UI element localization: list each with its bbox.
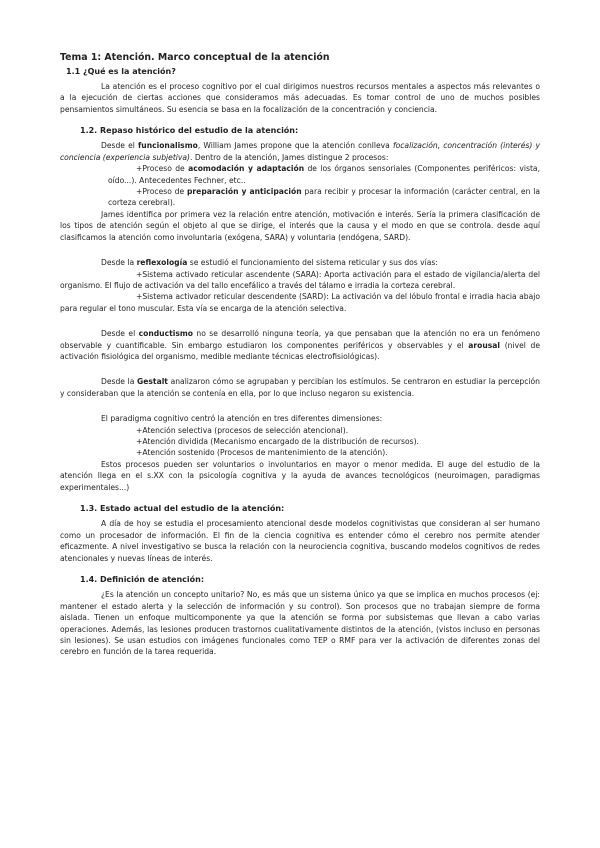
bullet-selectiva: +Atención selectiva (procesos de selección atencional). [136, 425, 349, 435]
section-1-4-heading: 1.4. Definición de atención: [80, 575, 205, 585]
bold-term: arousal [468, 340, 501, 350]
bold-term: conductismo [138, 329, 193, 339]
bullet-dividida: +Atención dividida (Mecanismo encargado de la distribución de recursos). [136, 436, 419, 446]
section-1-3-paragraph: A día de hoy se estudia el procesamiento atencional desde modelos cognitivistas que consideran al ser humano como un procesador de información. El fin de la ciencia cognitiva es entender cómo el cerebro nos permite atender eficazmente. A nivel investigativo se busca la relación con la neurociencia cognitiva, buscando modelos cognitivos de redes atencionales y nuevas líneas de interés. [60, 519, 540, 563]
text-run: Desde el [101, 141, 138, 151]
text-run: Desde la [101, 377, 138, 387]
section-1-4-paragraph: ¿Es la atención un concepto unitario? No, es más que un sistema único ya que se implica en muchos procesos (ej: mantener el estado alerta y la selección de información y su control). Son procesos que no trabajan siempre de forma aislada. Tienen un enfoque multicomponente ya que la atención se forma por subsistemas que llevan a cabo varias operaciones. Además, las lesiones producen trastornos cualitativamente distintos de la atención, (vistos incluso en personas sin lesiones). Se usan estudios con imágenes funcionales como TEP o RMF para ver la activación de diferentes zonas del cerebro en función de la tarea requerida. [60, 590, 540, 657]
bold-term: Gestalt [137, 377, 168, 387]
cognitivo-paragraph: El paradigma cognitivo centró la atención en tres diferentes dimensiones: [101, 414, 383, 424]
document-title: Tema 1: Atención. Marco conceptual de la atención [60, 52, 330, 63]
section-1-1-heading: 1.1 ¿Qué es la atención? [66, 67, 176, 77]
bullet-sard: +Sistema activador reticular descendente (SARD): La activación va del lóbulo frontal e irradia hacia abajo para regular el tono muscular. Esta vía se encarga de la atención selectiva. [60, 292, 540, 313]
section-1-1-paragraph: La atención es el proceso cognitivo por el cual dirigimos nuestros recursos mentales a aspectos más relevantes o a la ejecución de ciertas acciones que consideramos más adecuadas. Es tomar control de uno de muchos posibles pensamientos simultáneos. Su esencia se basa en la focalización de la concentración y conciencia. [60, 81, 540, 114]
text-run: Desde la [101, 258, 137, 268]
document-page [60, 52, 540, 658]
james-paragraph: James identifica por primera vez la relación entre atención, motivación e interés. Sería la primera clasificación de los tipos de atención según el objeto al que se dirige, el interés que la causa y el modo en que se controla. desde aquí clasificamos la atención como involuntaria (exógena, SARA) y voluntaria (endógena, SARD). [60, 209, 540, 242]
bold-term: reflexología [136, 258, 188, 268]
text-run: analizaron cómo se agrupaban y percibían los estímulos. Se centraron en estudiar la percepción y consideraban que la atención se contenía en ella, por lo que incluso negaron su existencia. [60, 377, 540, 398]
text-run: de los órganos sensoriales (Componentes periféricos: vista, oído...). Antecedentes Fechner, etc.. [108, 164, 540, 185]
estos-procesos-paragraph: Estos procesos pueden ser voluntarios o involuntarios en mayor o menor medida. El auge del estudio de la atención llega en el s.XX con la psicología cognitiva y la ayuda de avances tecnológicos (neuroimagen, paradigmas experimentales...) [60, 459, 540, 492]
bullet-sostenido: +Atención sostenido (Procesos de mantenimiento de la atención). [136, 448, 388, 458]
bullet-preparacion [60, 186, 540, 209]
funcionalismo-paragraph [60, 140, 540, 163]
bold-term: acomodación y adaptación [188, 164, 305, 174]
bullet-sara: +Sistema activado reticular ascendente (SARA): Aporta activación para el estado de vigilancia/alerta del organismo. El flujo de activación va del tallo encefálico a través del tálamo e irradia la corteza cerebral. [60, 269, 540, 290]
text-run: se estudió el funcionamiento del sistema reticular y sus dos vías: [187, 258, 438, 268]
reflexologia-paragraph [60, 257, 540, 268]
text-run: (nivel de activación fisiológica del organismo, medible mediante técnicas electrofisiológicas). [60, 340, 540, 361]
text-run: , William James propone que la atención conlleva [197, 141, 393, 151]
bullet-acomodacion [60, 163, 540, 186]
text-run: para recibir y procesar la información (carácter central, en la corteza cerebral). [108, 187, 540, 208]
conductismo-paragraph [60, 328, 540, 362]
bold-term: funcionalismo [138, 141, 198, 151]
gestalt-paragraph [60, 376, 540, 399]
text-run: +Proceso de [136, 187, 187, 197]
italic-term: focalización, concentración (interés) y conciencia (experiencia subjetiva) [60, 141, 540, 162]
text-run: Desde el [101, 329, 139, 339]
section-1-3-heading: 1.3. Estado actual del estudio de la atención: [80, 504, 285, 513]
text-run: . Dentro de la atención, James distingue 2 procesos: [190, 152, 389, 162]
text-run: no se desarrolló ninguna teoría, ya que pensaban que la atención no era un fenómeno observable y cuantificable. Sin embargo estudiaron los componentes periféricos y observables y el [60, 329, 540, 350]
section-1-2-heading: 1.2. Repaso histórico del estudio de la atención: [80, 126, 299, 136]
text-run: +Proceso de [136, 164, 189, 174]
bold-term: preparación y anticipación [186, 187, 302, 197]
